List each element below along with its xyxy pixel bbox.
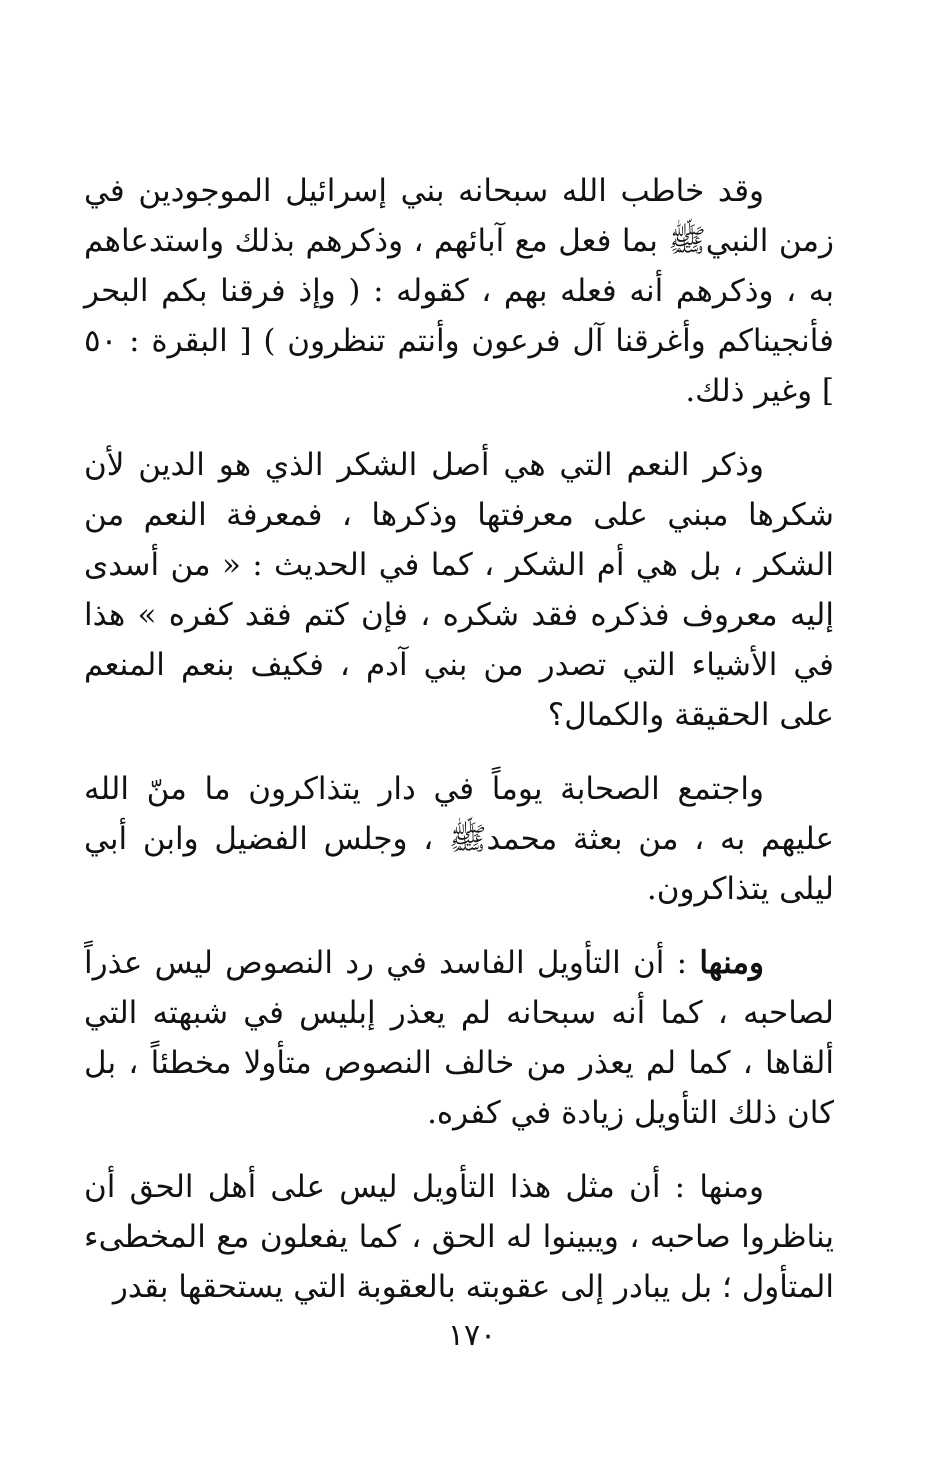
paragraph-2 xyxy=(84,440,834,740)
paragraph-text: وقد خاطب الله سبحانه بني إسرائيل الموجودين في زمن النبيﷺ بما فعل مع آبائهم ، وذكرهم بذلك واستدعاهم به ، وذكرهم أنه فعله بهم ، كقوله : ( وإذ فرقنا بكم البحر فأنجيناكم وأغرقنا آل فرعون وأنتم تنظرون ) [ البقرة : ٥٠ ] وغير ذلك. xyxy=(84,173,834,409)
paragraph-3 xyxy=(84,764,834,914)
paragraph-text: ومنها : أن مثل هذا التأويل ليس على أهل الحق أن يناظروا صاحبه ، ويبينوا له الحق ، كما يفعلون مع المخطىء المتأول ؛ بل يبادر إلى عقوبته بالعقوبة التي يستحقها بقدر xyxy=(84,1169,834,1305)
paragraph-text: واجتمع الصحابة يوماً في دار يتذاكرون ما منّ الله عليهم به ، من بعثة محمدﷺ ، وجلس الفضيل وابن أبي ليلى يتذاكرون. xyxy=(84,771,834,907)
paragraph-text: وذكر النعم التي هي أصل الشكر الذي هو الدين لأن شكرها مبني على معرفتها وذكرها ، فمعرفة النعم من الشكر ، بل هي أم الشكر ، كما في الحديث : « من أسدى إليه معروف فذكره فقد شكره ، فإن كتم فقد كفره » هذا في الأشياء التي تصدر من بني آدم ، فكيف بنعم المنعم على الحقيقة والكمال؟ xyxy=(84,447,834,733)
paragraph-text: : أن التأويل الفاسد في رد النصوص ليس عذراً لصاحبه ، كما أنه سبحانه لم يعذر إبليس في شبهته التي ألقاها ، كما لم يعذر من خالف النصوص متأولا مخطئاً ، بل كان ذلك التأويل زيادة في كفره. xyxy=(84,945,834,1131)
page-number: ١٧٠ xyxy=(447,1318,497,1353)
paragraph-1 xyxy=(84,166,834,416)
paragraph-5 xyxy=(84,1162,834,1312)
body-text xyxy=(84,166,834,1336)
paragraph-lead-word: ومنها xyxy=(699,945,764,981)
paragraph-4 xyxy=(84,938,834,1138)
